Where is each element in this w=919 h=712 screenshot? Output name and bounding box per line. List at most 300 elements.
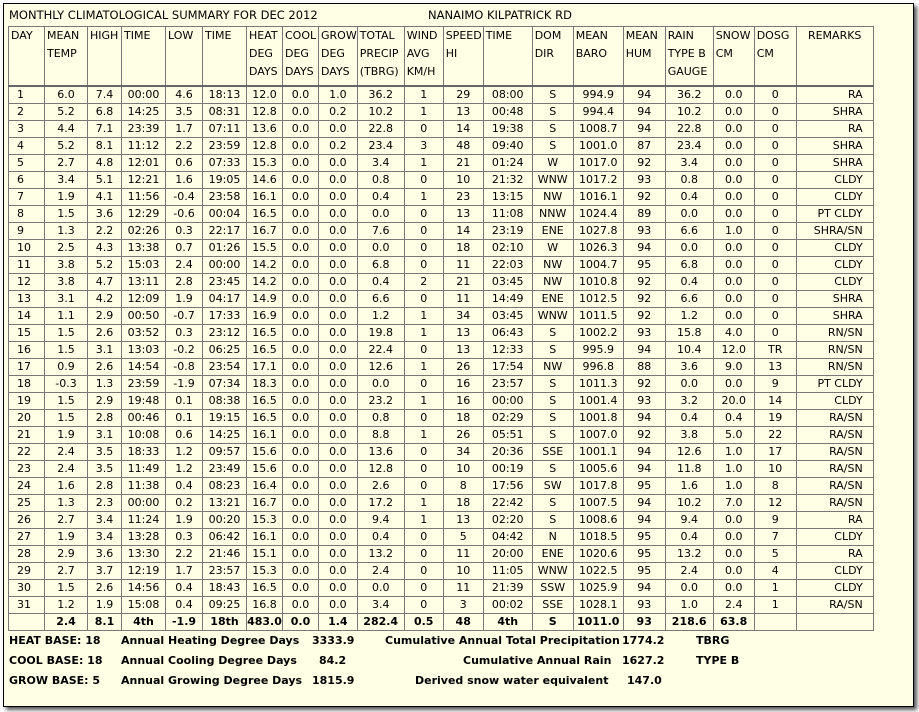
table-cell: 1.9 [45, 529, 88, 546]
table-cell: 07:34 [203, 376, 247, 393]
table-cell: 14:54 [122, 359, 166, 376]
table-cell: 7.4 [88, 86, 122, 104]
table-cell: 2 [9, 104, 45, 121]
table-cell: 2.9 [88, 393, 122, 410]
table-cell: ENE [532, 291, 573, 308]
table-cell: 0.0 [713, 86, 754, 104]
table-cell: 10.4 [665, 342, 713, 359]
table-cell: RA [796, 86, 873, 104]
table-cell: 3.5 [88, 461, 122, 478]
table-cell: 19:05 [203, 172, 247, 189]
table-cell: 0.3 [166, 529, 203, 546]
table-cell: 0.4 [665, 274, 713, 291]
table-cell: 0.4 [166, 597, 203, 614]
table-cell: 17 [754, 444, 796, 461]
table-cell: 14 [9, 308, 45, 325]
table-cell: 1.7 [166, 121, 203, 138]
table-row [9, 172, 874, 189]
table-cell: 48 [443, 614, 483, 631]
table-cell: 14:25 [122, 104, 166, 121]
table-cell: 2.2 [88, 223, 122, 240]
table-cell: 1.5 [45, 325, 88, 342]
table-cell: 0.0 [283, 257, 319, 274]
table-cell: 11:08 [483, 206, 532, 223]
table-cell: 00:00 [203, 257, 247, 274]
table-cell: 18 [443, 410, 483, 427]
table-cell: 0 [404, 291, 443, 308]
table-cell: 0.0 [319, 393, 358, 410]
table-cell: 19:48 [122, 393, 166, 410]
table-cell: 07:11 [203, 121, 247, 138]
table-cell: SSW [532, 580, 573, 597]
table-cell: 0.0 [283, 495, 319, 512]
table-cell: 3.2 [665, 393, 713, 410]
table-cell: 4.1 [88, 189, 122, 206]
table-cell: -0.2 [166, 342, 203, 359]
table-cell: 1 [404, 512, 443, 529]
table-cell: 18:33 [122, 444, 166, 461]
table-cell: 2.2 [166, 138, 203, 155]
cum-precip-value: 1774.2 [622, 634, 665, 647]
table-cell: CLDY [796, 393, 873, 410]
table-cell: 0 [754, 138, 796, 155]
table-cell: 21 [443, 274, 483, 291]
column-header: DOSG CM [754, 27, 796, 87]
table-cell: 15:03 [122, 257, 166, 274]
table-cell: 14.2 [247, 257, 283, 274]
table-cell: 1.5 [45, 580, 88, 597]
table-row [9, 529, 874, 546]
table-cell: 1002.2 [573, 325, 623, 342]
table-cell: 4 [754, 563, 796, 580]
table-cell: 2.4 [357, 563, 404, 580]
table-cell: 11:49 [122, 461, 166, 478]
table-cell: RA/SN [796, 427, 873, 444]
table-cell: 1.1 [45, 308, 88, 325]
column-header: REMARKS [796, 27, 873, 87]
table-cell: 0.0 [665, 206, 713, 223]
table-cell: 1.9 [45, 427, 88, 444]
table-cell: 0.0 [319, 274, 358, 291]
table-row [9, 104, 874, 121]
table-row [9, 580, 874, 597]
table-cell: 13 [754, 359, 796, 376]
table-cell: 02:29 [483, 410, 532, 427]
table-cell: 9 [9, 223, 45, 240]
table-cell: 0.0 [713, 308, 754, 325]
table-row [9, 359, 874, 376]
table-cell: 1 [9, 86, 45, 104]
table-cell: 13.2 [665, 546, 713, 563]
table-cell: 0.0 [357, 240, 404, 257]
table-cell: 0.0 [283, 104, 319, 121]
table-cell: 1.3 [88, 376, 122, 393]
table-cell: 3.1 [45, 291, 88, 308]
table-cell: 18:13 [203, 86, 247, 104]
table-cell: 7.6 [357, 223, 404, 240]
column-header: TIME [122, 27, 166, 87]
table-cell: S [532, 325, 573, 342]
table-cell: 0 [404, 376, 443, 393]
table-cell: 1005.6 [573, 461, 623, 478]
table-cell: 0 [404, 444, 443, 461]
table-cell: 0.8 [357, 172, 404, 189]
table-cell: 0.0 [713, 138, 754, 155]
table-cell: 0 [754, 325, 796, 342]
table-cell: 12.8 [357, 461, 404, 478]
table-cell: 00:20 [203, 512, 247, 529]
table-cell: 1017.2 [573, 172, 623, 189]
table-cell: 0 [754, 240, 796, 257]
table-cell: 3.1 [88, 342, 122, 359]
table-cell: 0.0 [283, 478, 319, 495]
table-cell: 483.0 [247, 614, 283, 631]
table-cell: 4 [9, 138, 45, 155]
table-cell: 11 [443, 291, 483, 308]
table-cell: 1 [404, 495, 443, 512]
table-cell: 95 [623, 529, 665, 546]
table-cell: 01:24 [483, 155, 532, 172]
table-cell: 0.0 [357, 206, 404, 223]
column-header: HEAT DEG DAYS [247, 27, 283, 87]
table-cell: 26 [443, 427, 483, 444]
table-cell: CLDY [796, 172, 873, 189]
table-cell: 9.0 [713, 359, 754, 376]
table-cell: 2.4 [166, 257, 203, 274]
table-cell: W [532, 155, 573, 172]
table-cell: 0.4 [713, 410, 754, 427]
table-cell: 03:45 [483, 274, 532, 291]
table-cell: 12.0 [713, 342, 754, 359]
table-cell: 6.6 [357, 291, 404, 308]
table-cell: 22 [754, 427, 796, 444]
table-cell: 36.2 [665, 86, 713, 104]
table-cell: S [532, 614, 573, 631]
table-cell: 13 [443, 104, 483, 121]
table-cell: 0 [404, 121, 443, 138]
table-cell: 0.0 [283, 155, 319, 172]
table-cell: 0.0 [283, 597, 319, 614]
table-cell: CLDY [796, 274, 873, 291]
table-cell: 0.4 [665, 529, 713, 546]
table-cell: 03:45 [483, 308, 532, 325]
table-cell: 11 [443, 580, 483, 597]
table-cell: 0 [404, 478, 443, 495]
table-cell: 0.0 [283, 325, 319, 342]
table-cell: 0.0 [713, 240, 754, 257]
table-cell: 5 [9, 155, 45, 172]
table-cell: 0 [754, 86, 796, 104]
table-cell: 0.0 [319, 325, 358, 342]
table-cell: 22.8 [357, 121, 404, 138]
column-header: SNOW CM [713, 27, 754, 87]
table-cell: RA/SN [796, 478, 873, 495]
table-cell: 11:12 [122, 138, 166, 155]
table-cell: 1004.7 [573, 257, 623, 274]
table-cell: 6.6 [665, 223, 713, 240]
column-header: COOL DEG DAYS [283, 27, 319, 87]
table-cell: 14.2 [247, 274, 283, 291]
table-cell: 20.0 [713, 393, 754, 410]
table-cell: 1012.5 [573, 291, 623, 308]
table-cell: S [532, 138, 573, 155]
table-cell: 12.0 [247, 86, 283, 104]
table-row [9, 427, 874, 444]
table-cell: 18 [9, 376, 45, 393]
table-cell: 1 [404, 427, 443, 444]
table-cell: 12:29 [122, 206, 166, 223]
table-cell: 9 [754, 512, 796, 529]
table-cell: RA/SN [796, 461, 873, 478]
table-cell: 22:17 [203, 223, 247, 240]
table-cell: 1 [404, 189, 443, 206]
table-cell: 0.0 [319, 206, 358, 223]
table-cell: 1.6 [45, 478, 88, 495]
header [4, 4, 913, 24]
table-cell: RA [796, 546, 873, 563]
table-cell: 3.8 [45, 257, 88, 274]
table-cell: 2.9 [88, 308, 122, 325]
table-cell: 0.0 [713, 563, 754, 580]
table-cell: 1 [404, 86, 443, 104]
table-cell: 994.4 [573, 104, 623, 121]
table-cell: 23:54 [203, 359, 247, 376]
table-cell: RN/SN [796, 359, 873, 376]
table-cell: 95 [623, 478, 665, 495]
table-cell: S [532, 104, 573, 121]
table-cell: 8 [9, 206, 45, 223]
table-cell: 0 [754, 257, 796, 274]
table-cell: 218.6 [665, 614, 713, 631]
table-cell: 00:00 [122, 495, 166, 512]
table-cell: 1008.7 [573, 121, 623, 138]
table-cell: RA/SN [796, 597, 873, 614]
table-cell: 94 [623, 86, 665, 104]
table-cell: 2.7 [45, 155, 88, 172]
table-cell: 1016.1 [573, 189, 623, 206]
table-cell: 5.1 [88, 172, 122, 189]
table-cell: 996.8 [573, 359, 623, 376]
table-cell: WNW [532, 172, 573, 189]
table-cell: 12 [9, 274, 45, 291]
table-row [9, 86, 874, 104]
table-cell: 12:19 [122, 563, 166, 580]
table-cell: 16.1 [247, 427, 283, 444]
table-cell: 13 [443, 325, 483, 342]
table-cell: 95 [623, 563, 665, 580]
table-cell: 15.8 [665, 325, 713, 342]
table-cell: 02:26 [122, 223, 166, 240]
table-cell: 0.0 [665, 376, 713, 393]
table-row [9, 563, 874, 580]
table-cell: 2.6 [88, 359, 122, 376]
table-cell: 0.0 [713, 529, 754, 546]
table-cell: 0.0 [357, 580, 404, 597]
table-cell: 12.8 [247, 138, 283, 155]
table-cell: 0.0 [713, 546, 754, 563]
table-cell: 92 [623, 274, 665, 291]
table-cell: 1.0 [665, 597, 713, 614]
table-cell: 0 [404, 223, 443, 240]
table-cell: 2.7 [45, 512, 88, 529]
table-cell: 92 [623, 291, 665, 308]
table-cell: -0.4 [166, 189, 203, 206]
table-cell: 14.6 [247, 172, 283, 189]
table-cell: CLDY [796, 563, 873, 580]
column-header: MEAN TEMP [45, 27, 88, 87]
table-cell: 0.8 [357, 410, 404, 427]
table-cell: 15.6 [247, 461, 283, 478]
column-header: HIGH [88, 27, 122, 87]
station-name: NANAIMO KILPATRICK RD [428, 8, 572, 22]
table-cell: S [532, 427, 573, 444]
table-row [9, 257, 874, 274]
table-cell: 1.0 [713, 478, 754, 495]
table-cell: NNW [532, 206, 573, 223]
table-cell: 0 [404, 529, 443, 546]
table-cell: 4.2 [88, 291, 122, 308]
table-cell: 7 [9, 189, 45, 206]
table-cell: 06:43 [483, 325, 532, 342]
table-cell: 0.0 [357, 376, 404, 393]
table-cell: 0.0 [283, 410, 319, 427]
table-cell: 26 [9, 512, 45, 529]
table-cell: 1 [404, 325, 443, 342]
table-cell: 95 [623, 257, 665, 274]
table-cell: 0.9 [45, 359, 88, 376]
table-cell: 1025.9 [573, 580, 623, 597]
table-cell: 1.3 [45, 223, 88, 240]
table-cell: 08:38 [203, 393, 247, 410]
table-cell: 1022.5 [573, 563, 623, 580]
table-cell: 10.2 [665, 104, 713, 121]
table-cell: 0.0 [283, 342, 319, 359]
table-cell: 0.0 [283, 563, 319, 580]
table-cell: 23:57 [203, 563, 247, 580]
table-row [9, 189, 874, 206]
table-cell: 3.5 [166, 104, 203, 121]
table-cell: 12:09 [122, 291, 166, 308]
table-cell: 1011.0 [573, 614, 623, 631]
table-cell: 0.0 [319, 121, 358, 138]
table-cell: -0.8 [166, 359, 203, 376]
table-cell: 1.7 [166, 563, 203, 580]
table-cell: SHRA/SN [796, 223, 873, 240]
table-cell: 93 [623, 172, 665, 189]
table-cell: 16.8 [247, 597, 283, 614]
table-cell: 1.3 [45, 495, 88, 512]
table-cell: 00:02 [483, 597, 532, 614]
table-cell: 0.0 [319, 444, 358, 461]
table-cell: 12:21 [122, 172, 166, 189]
table-cell: 0.0 [713, 189, 754, 206]
table-cell: 0.0 [283, 291, 319, 308]
table-cell: 9 [754, 376, 796, 393]
table-cell: 0.0 [713, 172, 754, 189]
column-header: LOW [166, 27, 203, 87]
table-cell: 3.6 [665, 359, 713, 376]
table-cell: 14.9 [247, 291, 283, 308]
table-cell: 0.0 [319, 529, 358, 546]
table-cell: 1 [404, 155, 443, 172]
table-cell: 0.0 [283, 614, 319, 631]
table-cell: 0.0 [713, 206, 754, 223]
table-cell: 92 [623, 155, 665, 172]
column-header: TIME [483, 27, 532, 87]
table-cell: S [532, 86, 573, 104]
table-cell: 48 [443, 138, 483, 155]
table-row [9, 308, 874, 325]
table-cell: 0.4 [665, 189, 713, 206]
table-cell: 15 [9, 325, 45, 342]
table-cell: 0 [404, 172, 443, 189]
table-cell: 0.4 [166, 478, 203, 495]
table-cell: 16.7 [247, 495, 283, 512]
table-cell: SHRA [796, 291, 873, 308]
table-cell: 0.0 [283, 444, 319, 461]
table-cell: 13:03 [122, 342, 166, 359]
table-cell: 0 [404, 410, 443, 427]
table-cell: 4th [483, 614, 532, 631]
table-cell: 0.0 [713, 376, 754, 393]
table-cell: 2.3 [88, 495, 122, 512]
table-cell: 3.5 [88, 444, 122, 461]
table-cell: 0 [754, 155, 796, 172]
table-cell: 1001.8 [573, 410, 623, 427]
table-cell: SW [532, 478, 573, 495]
column-header: RAIN TYPE B GAUGE [665, 27, 713, 87]
table-cell: 16.5 [247, 342, 283, 359]
table-cell: 13 [443, 206, 483, 223]
table-cell: 1.6 [166, 172, 203, 189]
table-cell: 17:33 [203, 308, 247, 325]
table-cell: 3.7 [88, 563, 122, 580]
table-cell: 00:48 [483, 104, 532, 121]
table-cell: 4th [122, 614, 166, 631]
table-cell: 0.0 [319, 308, 358, 325]
annual-heat-value: 3333.9 [312, 634, 355, 647]
table-cell: 2.5 [45, 240, 88, 257]
table-cell: S [532, 495, 573, 512]
table-cell: 0.0 [665, 580, 713, 597]
table-cell: 0.0 [713, 155, 754, 172]
table-cell: 16.5 [247, 580, 283, 597]
table-cell: 14 [443, 223, 483, 240]
table-cell: 10 [9, 240, 45, 257]
table-row [9, 206, 874, 223]
table-cell: 23.2 [357, 393, 404, 410]
table-cell: ENE [532, 223, 573, 240]
table-cell: 19 [9, 393, 45, 410]
table-cell: 0.0 [713, 274, 754, 291]
table-cell: 00:00 [483, 393, 532, 410]
table-cell: 16 [443, 376, 483, 393]
table-cell: 18.3 [247, 376, 283, 393]
table-cell: NW [532, 359, 573, 376]
table-cell: 0.4 [357, 189, 404, 206]
table-cell: S [532, 376, 573, 393]
annual-cool-value: 84.2 [319, 654, 347, 667]
table-cell: -0.3 [45, 376, 88, 393]
table-cell: 12 [754, 495, 796, 512]
table-cell: 0.0 [713, 512, 754, 529]
table-cell: 0.0 [713, 257, 754, 274]
table-cell: 2.4 [45, 614, 88, 631]
table-cell: ENE [532, 546, 573, 563]
table-cell: 1010.8 [573, 274, 623, 291]
table-cell: 14 [754, 393, 796, 410]
table-cell: 15.1 [247, 546, 283, 563]
